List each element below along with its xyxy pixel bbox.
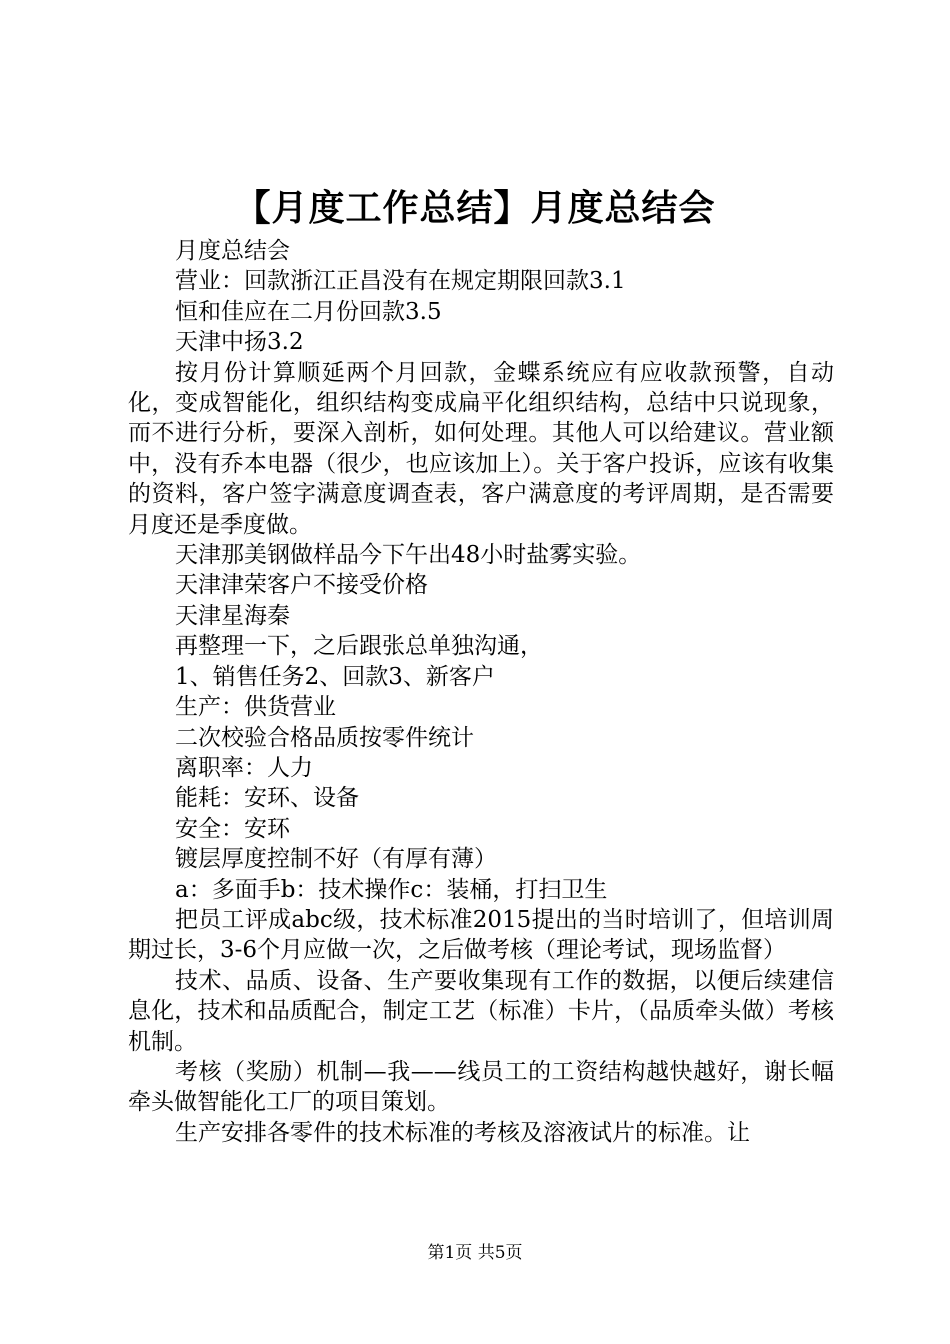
paragraph: 二次校验合格品质按零件统计 xyxy=(175,724,474,751)
paragraph: 再整理一下，之后跟张总单独沟通， xyxy=(175,633,543,660)
paragraph: 能耗：安环、设备 xyxy=(175,785,359,812)
paragraph: 月度总结会 xyxy=(175,238,290,264)
paragraph: 离职率：人力 xyxy=(175,754,313,781)
paragraph: 天津中扬3.2 xyxy=(175,329,304,356)
paragraph: 生产安排各零件的技术标准的考核及溶液试片的标准。让 xyxy=(175,1119,750,1146)
paragraph: 天津星海秦 xyxy=(175,602,290,629)
paragraph: 把员工评成abc级，技术标准2015提出的当时培训了，但培训周期过长，3-6个月应做一次，之后做考核（理论考试，现场监督） xyxy=(128,906,834,964)
paragraph: 生产：供货营业 xyxy=(175,694,336,721)
paragraph: 恒和佳应在二月份回款3.5 xyxy=(175,298,442,325)
paragraph: 技术、品质、设备、生产要收集现有工作的数据，以便后续建信息化，技术和品质配合，制定工艺（标准）卡片，（品质牵头做）考核机制。 xyxy=(128,967,834,1055)
paragraph: a：多面手b：技术操作c：装桶，打扫卫生 xyxy=(175,876,608,903)
document-body xyxy=(128,236,834,1148)
paragraph: 考核（奖励）机制—我——线员工的工资结构越快越好，谢长幅牵头做智能化工厂的项目策划。 xyxy=(128,1058,834,1116)
page-number-footer: 第1页 共5页 xyxy=(427,1243,523,1263)
paragraph: 天津那美钢做样品今下午出48小时盐雾实验。 xyxy=(175,542,642,569)
paragraph: 按月份计算顺延两个月回款，金蝶系统应有应收款预警，自动化，变成智能化，组织结构变成扁平化组织结构，总结中只说现象，而不进行分析，要深入剖析，如何处理。其他人可以给建议。营业额中，没有乔本电器（很少，也应该加上）。关于客户投诉，应该有收集的资料，客户签字满意度调查表，客户满意度的考评周期，是否需要月度还是季度做。 xyxy=(128,359,834,538)
document-title: 【月度工作总结】月度总结会 xyxy=(234,187,716,229)
paragraph: 营业：回款浙江正昌没有在规定期限回款3.1 xyxy=(175,268,626,295)
paragraph: 天津津荣客户不接受价格 xyxy=(175,572,428,599)
paragraph: 镀层厚度控制不好（有厚有薄） xyxy=(175,846,497,873)
paragraph: 安全：安环 xyxy=(175,815,290,842)
paragraph: 1、销售任务2、回款3、新客户 xyxy=(175,663,495,690)
